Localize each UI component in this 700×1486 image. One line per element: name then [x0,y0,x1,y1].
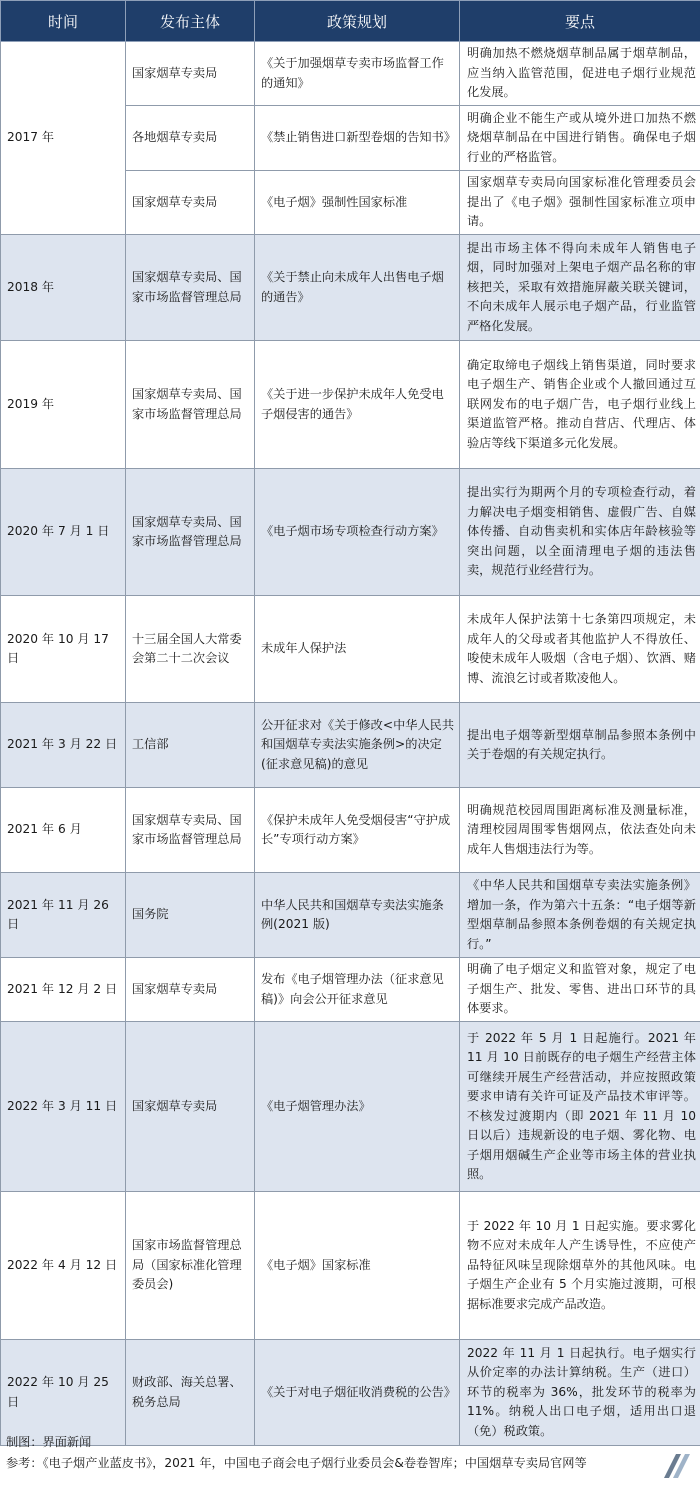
policy-cell: 《保护未成年人免受烟侵害“守护成长”专项行动方案》 [255,788,460,873]
table-row [1,469,700,596]
policy-cell: 公开征求对《关于修改<中华人民共和国烟草专卖法实施条例>的决定(征求意见稿)的意见 [255,703,460,788]
table-row [1,873,700,958]
time-cell: 2018 年 [1,235,126,341]
points-cell: 明确加热不燃烧烟草制品属于烟草制品，应当纳入监管范围，促进电子烟行业规范化发展。 [460,42,700,106]
entity-cell: 国家烟草专卖局、国家市场监督管理总局 [126,235,255,341]
table-row [1,788,700,873]
entity-cell: 国务院 [126,873,255,958]
policy-cell: 《电子烟》国家标准 [255,1192,460,1340]
header-time: 时间 [1,1,126,42]
points-cell: 提出实行为期两个月的专项检查行动，着力解决电子烟变相销售、虚假广告、自媒体传播、自动售卖机和实体店年龄核验等突出问题，以全面清理电子烟的违法售卖，规范行业经营行为。 [460,469,700,596]
points-cell: 于 2022 年 10 月 1 日起实施。要求雾化物不应对未成年人产生诱导性，不应使产品特征风味呈现除烟草外的其他风味。电子烟生产企业有 5 个月实施过渡期，可根据标准要求完成产品改造。 [460,1192,700,1340]
header-entity: 发布主体 [126,1,255,42]
policy-cell: 未成年人保护法 [255,596,460,703]
entity-cell: 各地烟草专卖局 [126,106,255,171]
time-cell: 2022 年 3 月 11 日 [1,1022,126,1192]
entity-cell: 国家烟草专卖局 [126,171,255,235]
entity-cell: 国家烟草专卖局、国家市场监督管理总局 [126,469,255,596]
time-cell: 2021 年 3 月 22 日 [1,703,126,788]
policy-cell: 《关于对电子烟征收消费税的公告》 [255,1340,460,1446]
policy-cell: 中华人民共和国烟草专卖法实施条例(2021 版) [255,873,460,958]
entity-cell: 国家烟草专卖局、国家市场监督管理总局 [126,788,255,873]
time-cell: 2022 年 4 月 12 日 [1,1192,126,1340]
entity-cell: 十三届全国人大常委会第二十二次会议 [126,596,255,703]
table-row [1,341,700,469]
points-cell: 提出市场主体不得向未成年人销售电子烟，同时加强对上架电子烟产品名称的审核把关，采取有效措施屏蔽关联关键词，不向未成年人展示电子烟产品，行业监管严格化发展。 [460,235,700,341]
entity-cell: 国家市场监督管理总局（国家标准化管理委员会) [126,1192,255,1340]
time-cell: 2021 年 6 月 [1,788,126,873]
points-cell: 确定取缔电子烟线上销售渠道，同时要求电子烟生产、销售企业或个人撤回通过互联网发布的电子烟广告，电子烟行业线上渠道监管严格。推动自营店、代理店、体验店等线下渠道多元化发展。 [460,341,700,469]
time-cell: 2020 年 10 月 17 日 [1,596,126,703]
points-cell: 于 2022 年 5 月 1 日起施行。2021 年 11 月 10 日前既存的电子烟生产经营主体可继续开展生产经营活动，并应按照政策要求申请有关许可证及产品技术审评等。不核发过渡期内（即 2021 年 11 月 10 日以后）违规新设的电子烟、雾化物、电子烟用烟碱生产企业等市场主体的营业执照。 [460,1022,700,1192]
policy-cell: 《关于禁止向未成年人出售电子烟的通告》 [255,235,460,341]
table-row [1,1192,700,1340]
entity-cell: 国家烟草专卖局 [126,958,255,1022]
time-cell: 2020 年 7 月 1 日 [1,469,126,596]
header-policy: 政策规划 [255,1,460,42]
points-cell: 明确了电子烟定义和监管对象，规定了电子烟生产、批发、零售、进出口环节的具体要求。 [460,958,700,1022]
policy-cell: 《电子烟市场专项检查行动方案》 [255,469,460,596]
points-cell: 明确规范校园周围距离标准及测量标准，清理校园周围零售烟网点，依法查处向未成年人售烟违法行为等。 [460,788,700,873]
header-row [1,1,700,42]
policy-cell: 《电子烟》强制性国家标准 [255,171,460,235]
entity-cell: 国家烟草专卖局 [126,1022,255,1192]
policy-cell: 《关于加强烟草专卖市场监督工作的通知》 [255,42,460,106]
time-cell: 2021 年 12 月 2 日 [1,958,126,1022]
table-row [1,42,700,106]
policy-cell: 《关于进一步保护未成年人免受电子烟侵害的通告》 [255,341,460,469]
entity-cell: 国家烟草专卖局 [126,42,255,106]
footer-maker: 制图：界面新闻 [6,1435,92,1449]
footer [0,1432,700,1474]
entity-cell: 国家烟草专卖局、国家市场监督管理总局 [126,341,255,469]
time-cell: 2017 年 [1,42,126,235]
points-cell: 明确企业不能生产或从境外进口加热不燃烧烟草制品在中国进行销售。确保电子烟行业的严格监管。 [460,106,700,171]
points-cell: 《中华人民共和国烟草专卖法实施条例》增加一条，作为第六十五条：“电子烟等新型烟草制品参照本条例卷烟的有关规定执行。” [460,873,700,958]
policy-cell: 《电子烟管理办法》 [255,1022,460,1192]
table-row [1,596,700,703]
policy-cell: 发布《电子烟管理办法（征求意见稿)》向会公开征求意见 [255,958,460,1022]
points-cell: 2022 年 11 月 1 日起执行。电子烟实行从价定率的办法计算纳税。生产（进口）环节的税率为 36%，批发环节的税率为 11%。纳税人出口电子烟，适用出口退（免）税政策。 [460,1340,700,1446]
entity-cell: 财政部、海关总署、税务总局 [126,1340,255,1446]
time-cell: 2021 年 11 月 26 日 [1,873,126,958]
time-cell: 2019 年 [1,341,126,469]
table-row [1,235,700,341]
watermark-logo-icon [662,1452,692,1480]
table-row [1,1340,700,1446]
footer-reference: 参考：《电子烟产业蓝皮书》，2021 年，中国电子商会电子烟行业委员会&卷卷智库；中国烟草专卖局官网等 [6,1456,587,1470]
table-row [1,703,700,788]
points-cell: 提出电子烟等新型烟草制品参照本条例中关于卷烟的有关规定执行。 [460,703,700,788]
table-row [1,1022,700,1192]
table-row [1,958,700,1022]
entity-cell: 工信部 [126,703,255,788]
time-cell: 2022 年 10 月 25 日 [1,1340,126,1446]
points-cell: 未成年人保护法第十七条第四项规定，未成年人的父母或者其他监护人不得放任、唆使未成年人吸烟（含电子烟）、饮酒、赌博、流浪乞讨或者欺凌他人。 [460,596,700,703]
policy-cell: 《禁止销售进口新型卷烟的告知书》 [255,106,460,171]
header-points: 要点 [460,1,700,42]
points-cell: 国家烟草专卖局向国家标准化管理委员会提出了《电子烟》强制性国家标准立项申请。 [460,171,700,235]
